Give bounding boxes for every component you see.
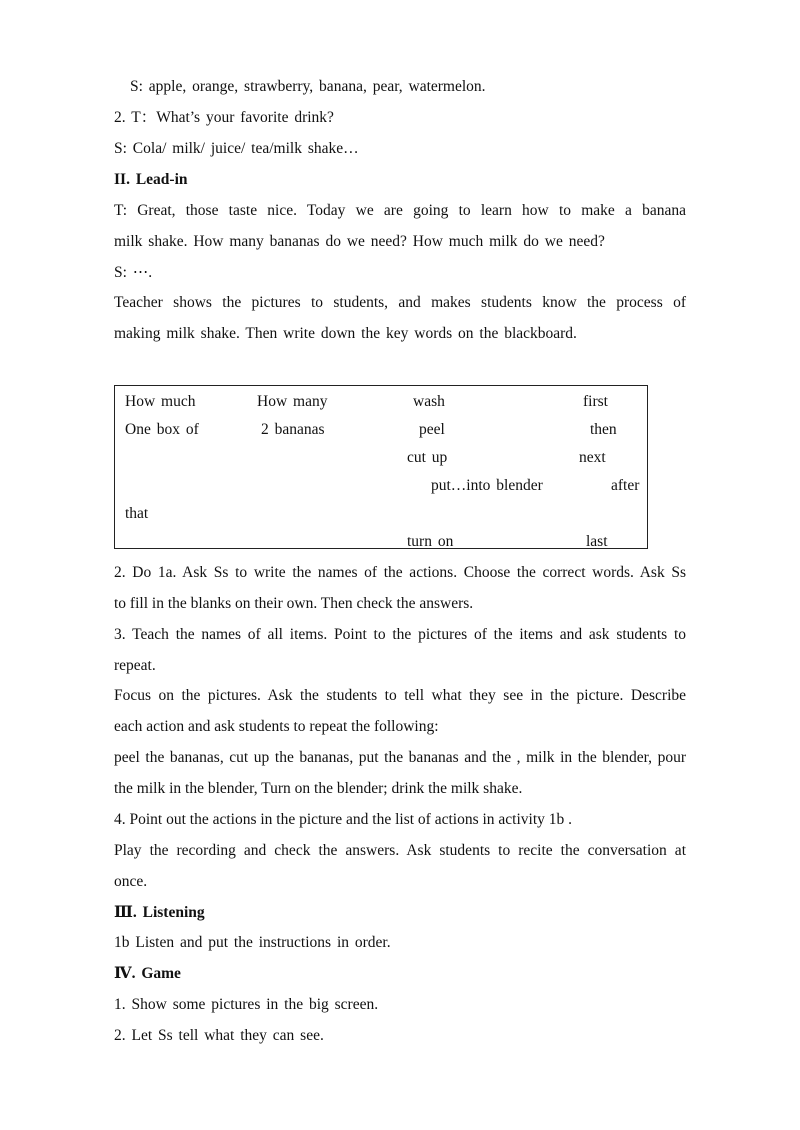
line-do-1a-1: 2. Do 1a. Ask Ss to write the names of the actions. Choose the correct words. Ask Ss: [114, 564, 686, 581]
line-teach-items-1: 3. Teach the names of all items. Point to the pictures of the items and ask students to: [114, 626, 686, 643]
keyword-two-bananas: 2 bananas: [261, 421, 325, 438]
line-focus-pictures-2: each action and ask students to repeat the following:: [114, 718, 439, 735]
line-drink-question: 2. T：What’s your favorite drink?: [114, 109, 334, 126]
line-game-1: 1. Show some pictures in the big screen.: [114, 996, 379, 1013]
line-do-1a-2: to fill in the blanks on their own. Then check the answers.: [114, 595, 474, 612]
keyword-wash: wash: [413, 393, 445, 410]
line-play-recording-2: once.: [114, 873, 148, 890]
keyword-how-much: How much: [125, 393, 196, 410]
keyword-peel: peel: [419, 421, 445, 438]
keyword-put-into-blender: put…into blender: [431, 477, 543, 494]
keywords-blackboard-box: [114, 385, 648, 549]
keyword-cut-up: cut up: [407, 449, 448, 466]
line-listen-order: 1b Listen and put the instructions in order.: [114, 934, 391, 951]
line-focus-pictures-1: Focus on the pictures. Ask the students to tell what they see in the picture. Describe: [114, 687, 686, 704]
keyword-turn-on: turn on: [407, 533, 454, 549]
line-student-response: S: ⋯.: [114, 264, 153, 281]
line-actions-list-2: the milk in the blender, Turn on the blender; drink the milk shake.: [114, 780, 523, 797]
keyword-first: first: [583, 393, 608, 410]
section-heading-game: Ⅳ. Game: [114, 965, 181, 982]
line-drink-answers: S: Cola/ milk/ juice/ tea/milk shake…: [114, 140, 359, 157]
line-teacher-shows-1: Teacher shows the pictures to students, and makes students know the process of: [114, 294, 686, 311]
keyword-next: next: [579, 449, 606, 466]
line-teacher-shows-2: making milk shake. Then write down the key words on the blackboard.: [114, 325, 577, 342]
section-heading-listening: Ⅲ. Listening: [114, 904, 205, 921]
line-point-out-actions: 4. Point out the actions in the picture and the list of actions in activity 1b .: [114, 811, 573, 828]
line-actions-list-1: peel the bananas, cut up the bananas, put the bananas and the , milk in the blender, pour: [114, 749, 686, 766]
line-teach-items-2: repeat.: [114, 657, 156, 674]
keyword-last: last: [586, 533, 608, 549]
line-lead-in-1: T: Great, those taste nice. Today we are going to learn how to make a banana: [114, 202, 686, 219]
line-play-recording-1: Play the recording and check the answers. Ask students to recite the conversation at: [114, 842, 686, 859]
keyword-how-many: How many: [257, 393, 328, 410]
keyword-then: then: [590, 421, 617, 438]
keyword-that: that: [125, 505, 149, 522]
line-lead-in-2: milk shake. How many bananas do we need? How much milk do we need?: [114, 233, 605, 250]
keyword-one-box-of: One box of: [125, 421, 199, 438]
keyword-after: after: [611, 477, 640, 494]
line-fruit-answers: S: apple, orange, strawberry, banana, pear, watermelon.: [130, 78, 486, 95]
section-heading-lead-in: II. Lead-in: [114, 171, 188, 188]
line-game-2: 2. Let Ss tell what they can see.: [114, 1027, 324, 1044]
